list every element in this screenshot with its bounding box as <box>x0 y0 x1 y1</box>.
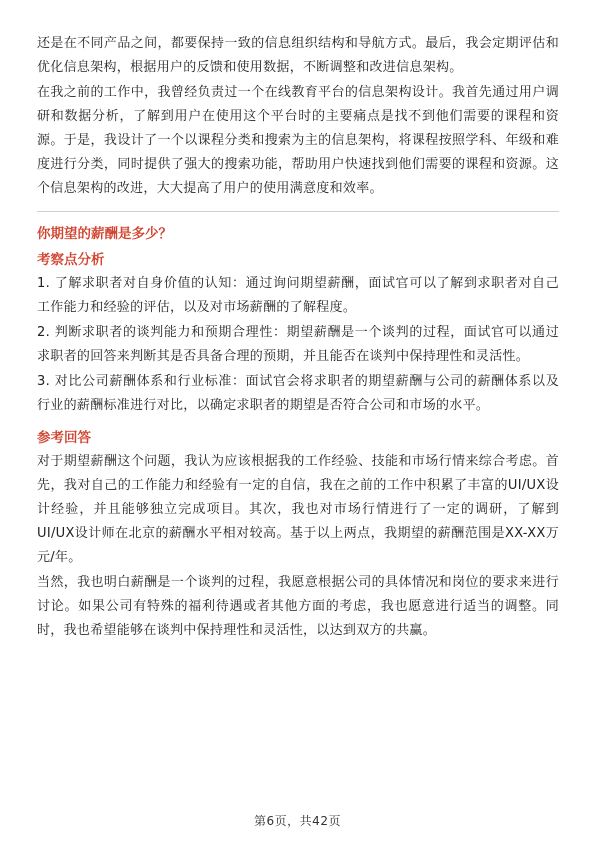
answer-paragraph: 当然，我也明白薪酬是一个谈判的过程，我愿意根据公司的具体情况和岗位的要求来进行讨论。如果公司有特殊的福利待遇或者其他方面的考虑，我也愿意进行适当的调整。同时，我也希望能够在谈判中保持理性和灵活性，以达到双方的共赢。 <box>37 575 559 638</box>
answer-paragraph: 对于期望薪酬这个问题，我认为应该根据我的工作经验、技能和市场行情来综合考虑。首先，我对自己的工作能力和经验有一定的自信，我在之前的工作中积累了丰富的UI/UX设计经验，并且能够独立完成项目。其次，我也对市场行情进行了一定的调研，了解到UI/UX设计师在北京的薪酬水平相对较高。基于以上两点，我期望的薪酬范围是XX-XX万元/年。 <box>37 454 559 565</box>
analysis-item: 3. 对比公司薪酬体系和行业标准：面试官会将求职者的期望薪酬与公司的薪酬体系以及行业的薪酬标准进行对比，以确定求职者的期望是否符合公司和市场的水平。 <box>37 374 559 413</box>
answer-heading: 参考回答 <box>37 430 91 446</box>
section-divider <box>37 211 559 212</box>
analysis-item: 2. 判断求职者的谈判能力和预期合理性：期望薪酬是一个谈判的过程，面试官可以通过求职者的回答来判断其是否具备合理的预期，并且能否在谈判中保持理性和灵活性。 <box>37 325 559 364</box>
analysis-item: 1. 了解求职者对自身价值的认知：通过询问期望薪酬，面试官可以了解到求职者对自己工作能力和经验的评估，以及对市场薪酬的了解程度。 <box>37 276 559 315</box>
question-title: 你期望的薪酬是多少？ <box>37 226 172 242</box>
page-content <box>37 32 559 644</box>
analysis-heading: 考察点分析 <box>37 252 105 268</box>
page-number: 第6页，共42页 <box>254 814 341 828</box>
intro-paragraph: 在我之前的工作中，我曾经负责过一个在线教育平台的信息架构设计。我首先通过用户调研和数据分析，了解到用户在使用这个平台时的主要痛点是找不到他们需要的课程和资源。于是，我设计了一个以课程分类和搜索为主的信息架构，将课程按照学科、年级和难度进行分类，同时提供了强大的搜索功能，帮助用户快速找到他们需要的课程和资源。这个信息架构的改进，大大提高了用户的使用满意度和效率。 <box>37 85 559 196</box>
intro-paragraph: 还是在不同产品之间，都要保持一致的信息组织结构和导航方式。最后，我会定期评估和优化信息架构，根据用户的反馈和使用数据，不断调整和改进信息架构。 <box>37 36 559 75</box>
